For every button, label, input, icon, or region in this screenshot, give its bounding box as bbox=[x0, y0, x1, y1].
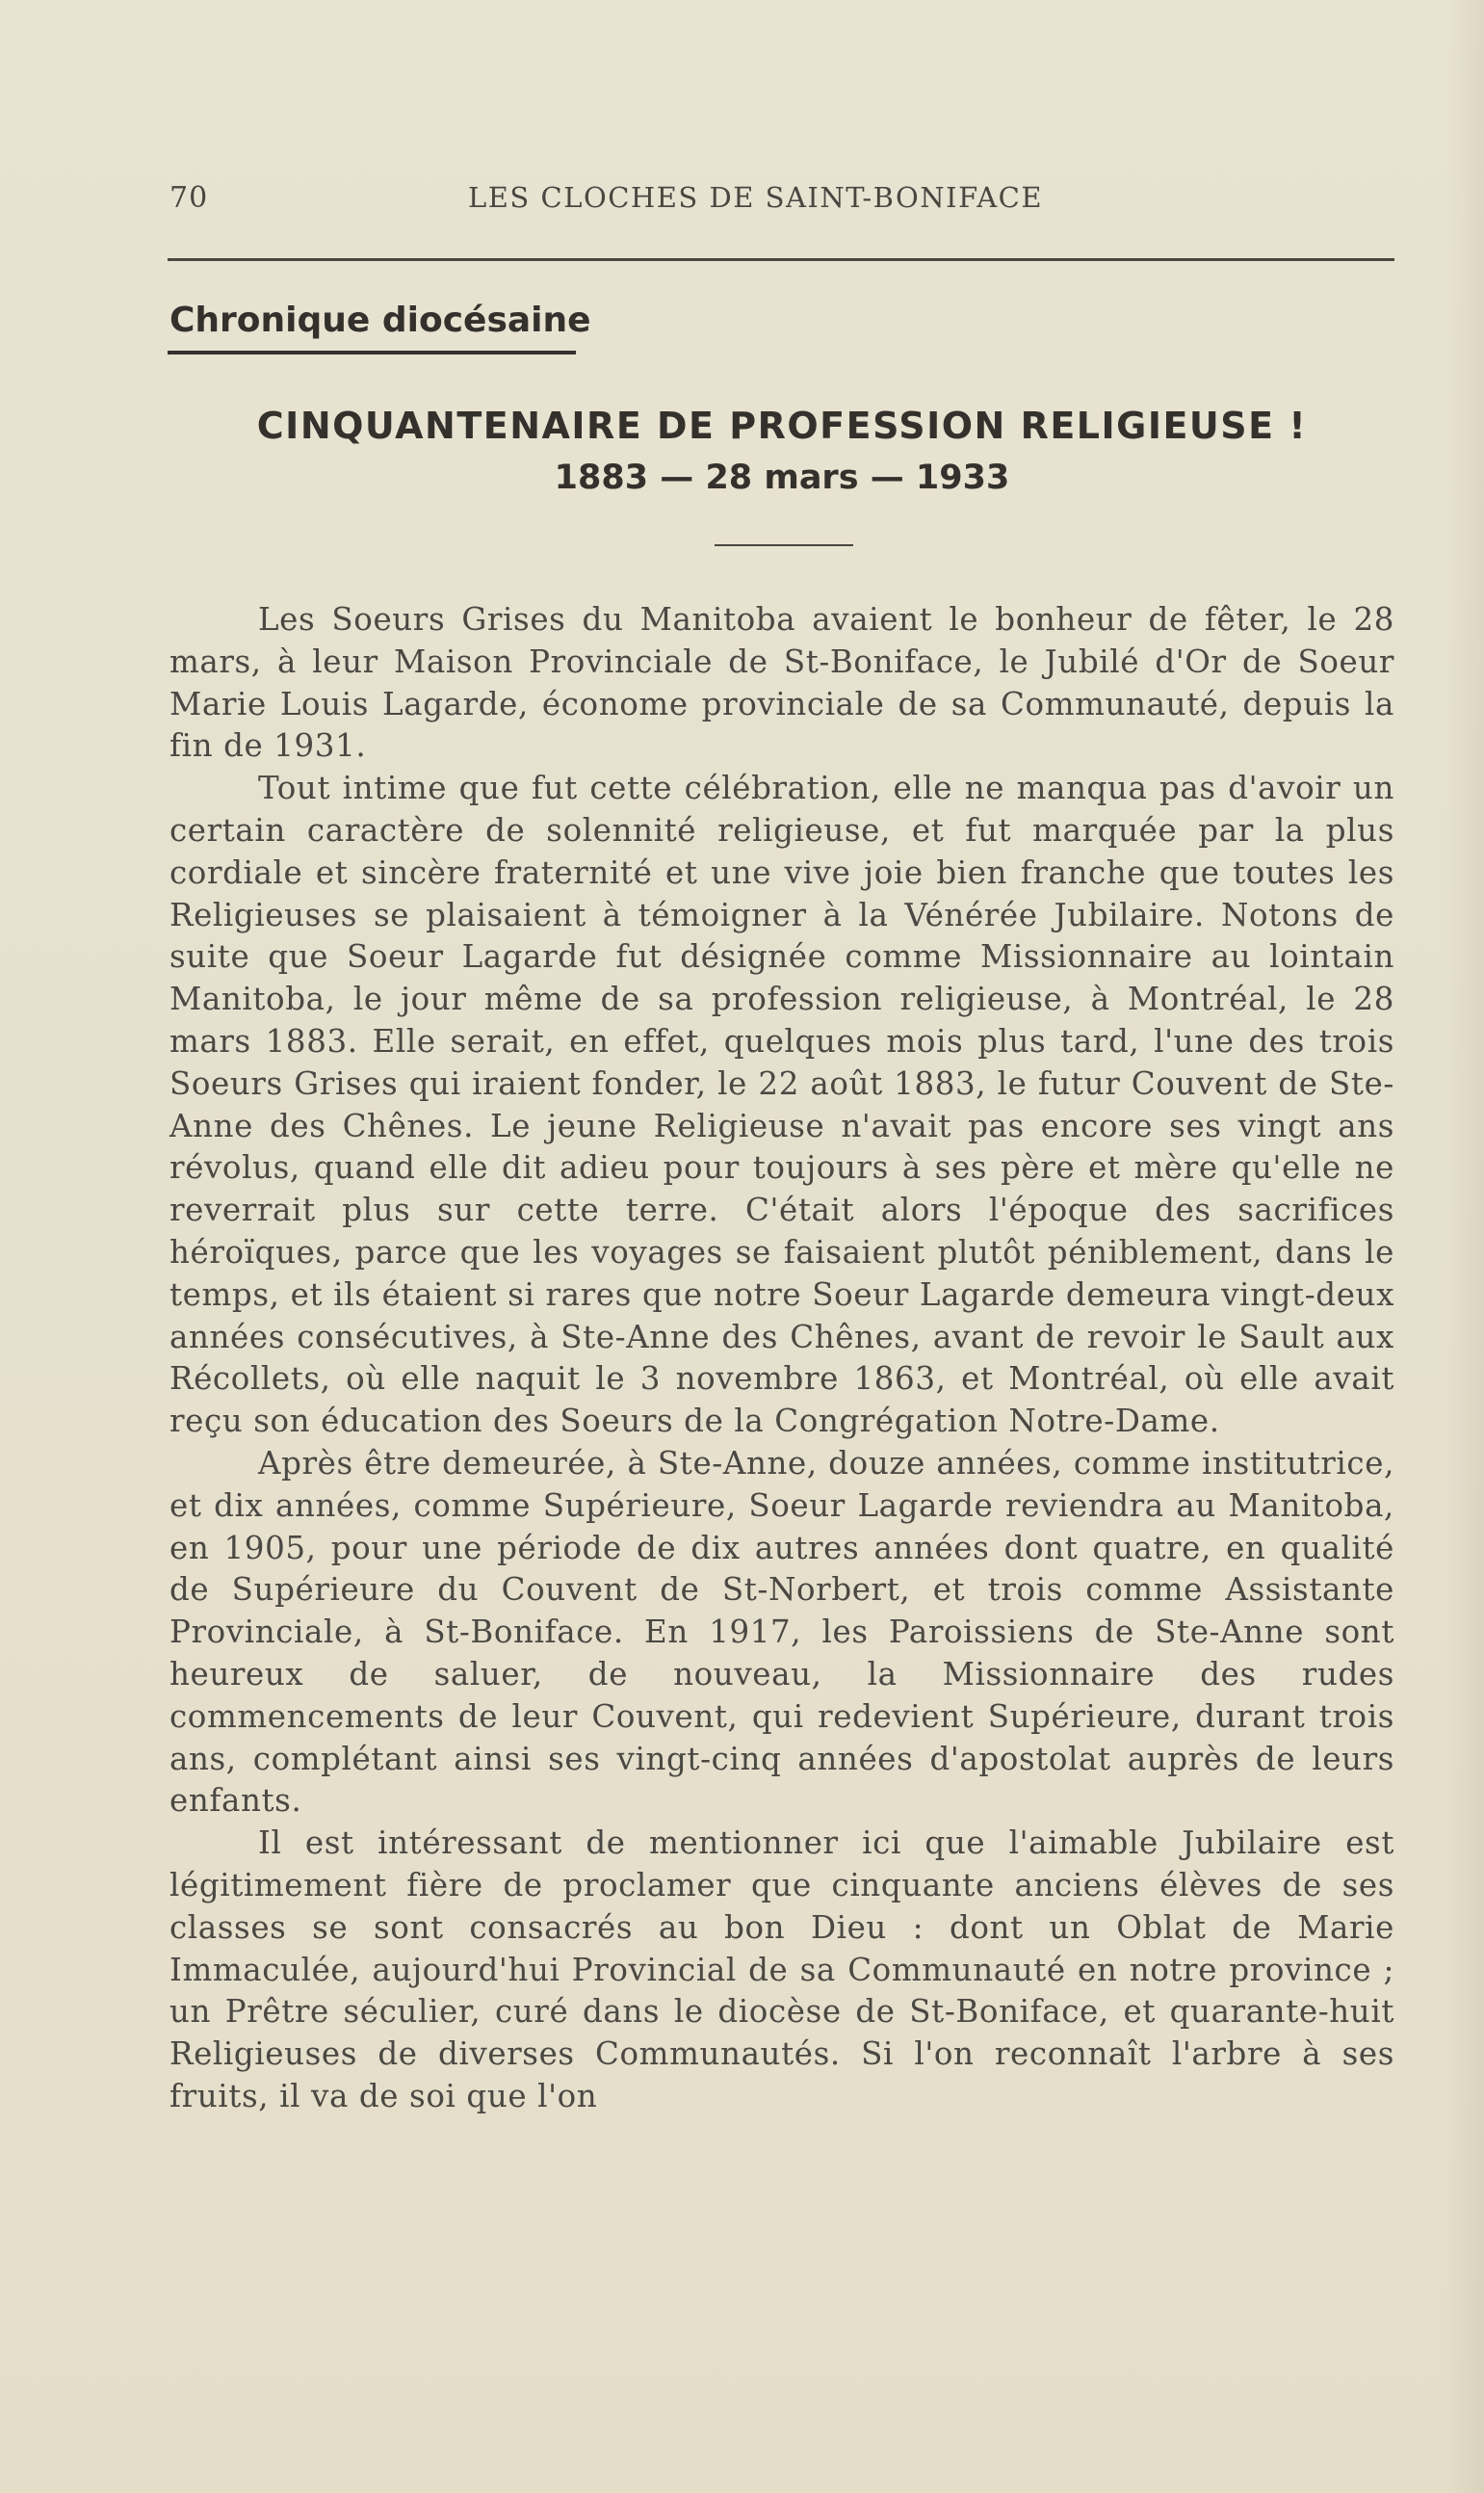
running-title: LES CLOCHES DE SAINT-BONIFACE bbox=[468, 181, 1044, 214]
section-label: Chronique diocésaine bbox=[169, 301, 591, 340]
paragraph: Tout intime que fut cette célébration, elle ne manqua pas d'avoir un certain caractère de solennité religieuse, et fut marquée par la plus cordiale et sincère fraternité et une vive joie bien franche que toutes les Religieuses se plaisaient à témoigner à la Vénérée Jubilaire. Notons de suite que Soeur Lagarde fut désignée comme Missionnaire au lointain Manitoba, le jour même de sa profession religieuse, à Montréal, le 28 mars 1883. Elle serait, en effet, quelques mois plus tard, l'une des trois Soeurs Grises qui iraient fonder, le 22 août 1883, le futur Couvent de Ste-Anne des Chênes. Le jeune Religieuse n'avait pas encore ses vingt ans révolus, quand elle dit adieu pour toujours à ses père et mère qu'elle ne reverrait plus sur cette terre. C'était alors l'époque des sacrifices héroïques, parce que les voyages se faisaient plutôt péniblement, dans le temps, et ils étaient si rares que notre Soeur Lagarde demeura vingt-deux années consécutives, à Ste-Anne des Chênes, avant de revoir le Sault aux Récollets, où elle naquit le 3 novembre 1863, et Montréal, où elle avait reçu son éducation des Soeurs de la Congrégation Notre-Dame. bbox=[169, 770, 1394, 1440]
page-header bbox=[169, 181, 1394, 231]
page-edge-shading bbox=[1445, 0, 1484, 2493]
page-number: 70 bbox=[169, 181, 209, 215]
article-body bbox=[169, 599, 1394, 2118]
paragraph: Après être demeurée, à Ste-Anne, douze années, comme institutrice, et dix années, comme Supérieure, Soeur Lagarde reviendra au Manitoba, en 1905, pour une période de dix autres années dont quatre, en qualité de Supérieure du Couvent de St-Norbert, et trois comme Assistante Provinciale, à St-Boniface. En 1917, les Paroissiens de Ste-Anne sont heureux de saluer, de nouveau, la Missionnaire des rudes commencements de leur Couvent, qui redevient Supérieure, durant trois ans, complétant ainsi ses vingt-cinq années d'apostolat auprès de leurs enfants. bbox=[169, 1444, 1394, 1820]
article-title: CINQUANTENAIRE DE PROFESSION RELIGIEUSE ! bbox=[256, 405, 1308, 447]
paragraph: Les Soeurs Grises du Manitoba avaient le bonheur de fêter, le 28 mars, à leur Maison Provinciale de St-Boniface, le Jubilé d'Or de Soeur Marie Louis Lagarde, économe provinciale de sa Communauté, depuis la fin de 1931. bbox=[169, 601, 1394, 765]
header-rule bbox=[168, 258, 1394, 261]
paragraph: Il est intéressant de mentionner ici que l'aimable Jubilaire est légitimement fière de proclamer que cinquante anciens élèves de ses classes se sont consacrés au bon Dieu : dont un Oblat de Marie Immaculée, aujourd'hui Provincial de sa Communauté en notre province ; un Prêtre séculier, curé dans le diocèse de St-Boniface, et quarante-huit Religieuses de diverses Communautés. Si l'on reconnaît l'arbre à ses fruits, il va de soi que l'on bbox=[169, 1824, 1394, 2114]
title-separator-rule bbox=[715, 544, 853, 546]
section-underline bbox=[168, 351, 576, 354]
article-subtitle: 1883 — 28 mars — 1933 bbox=[554, 459, 1010, 497]
